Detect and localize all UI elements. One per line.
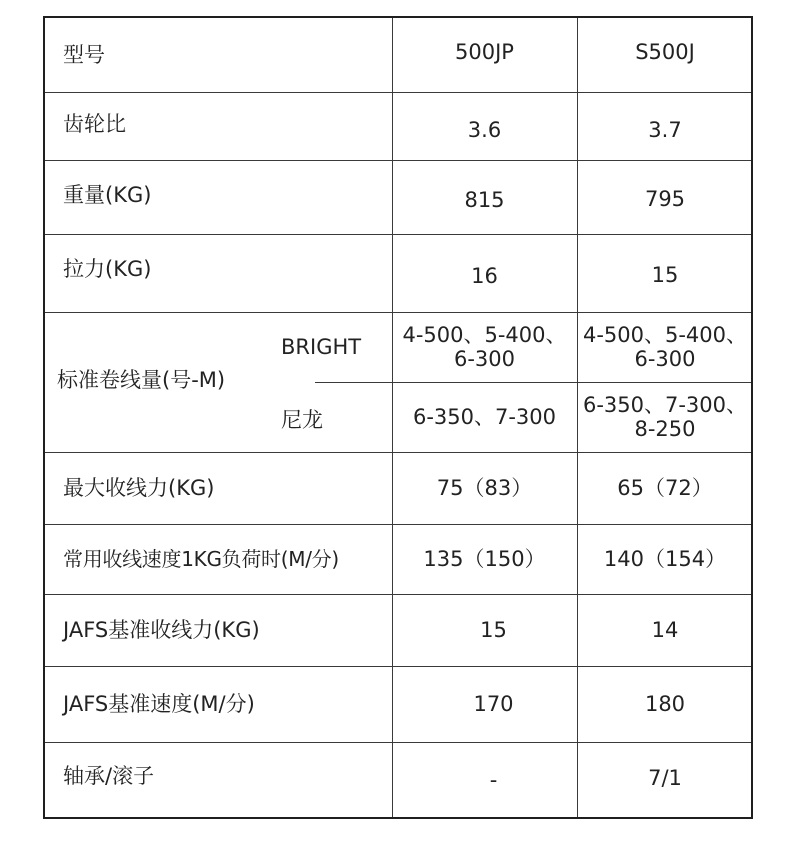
row-value: - [489, 767, 498, 792]
row-label: 拉力(KG) [63, 257, 152, 281]
row-value: 65（72） [617, 476, 713, 500]
row-value: 135（150） [423, 547, 546, 571]
row-value: 3.7 [648, 118, 682, 142]
row-label: 轴承/滚子 [63, 763, 155, 788]
row-value: 16 [471, 264, 498, 288]
row-label: 重量(KG) [63, 183, 152, 207]
row-label: 最大收线力(KG) [63, 476, 215, 500]
row-value: 15 [480, 618, 507, 642]
row-value: 795 [644, 187, 686, 211]
capacity-nylon-s500j [577, 382, 753, 452]
row-label: JAFS基准速度(M/分) [63, 692, 255, 716]
header-model-s500j: S500J [635, 40, 695, 64]
row-label: JAFS基准收线力(KG) [63, 618, 260, 642]
value-line: 4-500、5-400、 [582, 323, 748, 347]
capacity-label: 标准卷线量(号-M) [57, 368, 226, 392]
row-value: 3.6 [467, 118, 502, 142]
value-line: 6-300 [453, 347, 516, 371]
capacity-bright-500jp [392, 312, 577, 382]
value-line: 8-250 [634, 417, 696, 441]
row-label: 齿轮比 [63, 112, 126, 136]
row-label: 常用收线速度1KG负荷时(M/分) [63, 547, 339, 571]
row-value: 75（83） [436, 476, 533, 500]
spec-table [43, 16, 753, 819]
value-line: 6-350、7-300、 [582, 393, 748, 417]
value-line: 4-500、5-400、 [402, 323, 567, 347]
row-value: 170 [473, 692, 514, 716]
capacity-nylon-500jp: 6-350、7-300 [412, 405, 557, 429]
capacity-bright-label: BRIGHT [281, 335, 362, 359]
value-line: 6-300 [634, 347, 696, 371]
row-value: 15 [651, 263, 679, 287]
row-value: 7/1 [648, 765, 682, 790]
row-value: 815 [464, 188, 505, 212]
row-value: 140（154） [603, 547, 727, 571]
capacity-nylon-label: 尼龙 [281, 408, 323, 432]
header-label: 型号 [63, 43, 105, 67]
header-model-500jp: 500JP [455, 40, 514, 64]
row-value: 14 [651, 618, 679, 642]
capacity-bright-s500j [577, 312, 753, 382]
row-value: 180 [644, 692, 686, 716]
